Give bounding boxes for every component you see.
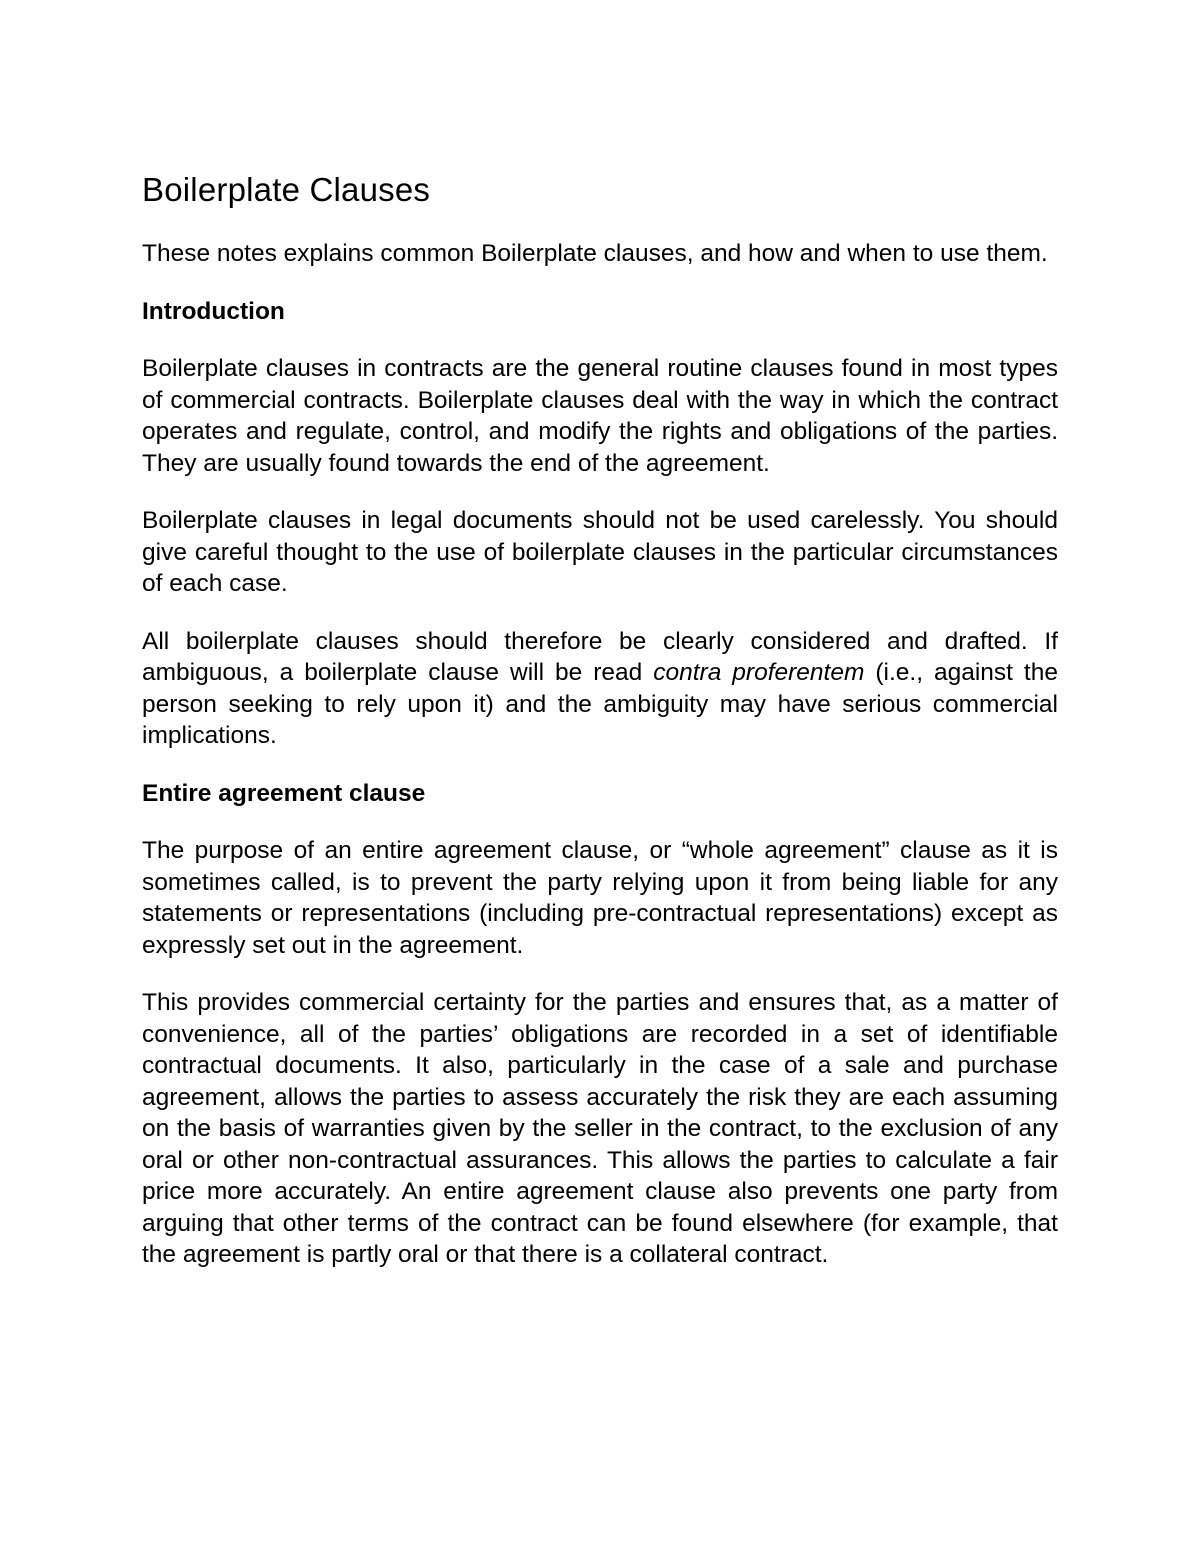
latin-term: contra proferentem xyxy=(653,659,865,686)
paragraph-text: (i.e., against the person seeking to rely upon it) and the ambiguity may have serious commercial implications. xyxy=(142,659,1058,749)
section-heading-entire-agreement: Entire agreement clause xyxy=(142,779,426,807)
section-heading-introduction: Introduction xyxy=(142,297,285,325)
paragraph: The purpose of an entire agreement clause, or “whole agreement” clause as it is sometimes called, is to prevent the party relying upon it from being liable for any statements or representations (including pre-contractual representations) except as expressly set out in the agreement. xyxy=(142,837,1058,959)
document-page xyxy=(142,168,1058,1297)
document-title: Boilerplate Clauses xyxy=(142,171,431,208)
paragraph: Boilerplate clauses in contracts are the general routine clauses found in most types of commercial contracts. Boilerplate clauses deal with the way in which the contract operates and regulate, control, and modify the rights and obligations of the parties. They are usually found towards the end of the agreement. xyxy=(142,355,1058,477)
paragraph: Boilerplate clauses in legal documents should not be used carelessly. You should give careful thought to the use of boilerplate clauses in the particular circumstances of each case. xyxy=(142,507,1058,597)
paragraph-text: All boilerplate clauses should therefore be clearly considered and drafted. If ambiguous, a boilerplate clause will be read xyxy=(142,627,1058,686)
paragraph-contra-proferentem xyxy=(142,626,1058,752)
paragraph: This provides commercial certainty for the parties and ensures that, as a matter of convenience, all of the parties’ obligations are recorded in a set of identifiable contractual documents. It also, particularly in the case of a sale and purchase agreement, allows the parties to assess accurately the risk they are each assuming on the basis of warranties given by the seller in the contract, to the exclusion of any oral or other non-contractual assurances. This allows the parties to calculate a fair price more accurately. An entire agreement clause also prevents one party from arguing that other terms of the contract can be found elsewhere (for example, that the agreement is partly oral or that there is a collateral contract. xyxy=(142,989,1058,1268)
intro-paragraph: These notes explains common Boilerplate clauses, and how and when to use them. xyxy=(142,240,1048,267)
